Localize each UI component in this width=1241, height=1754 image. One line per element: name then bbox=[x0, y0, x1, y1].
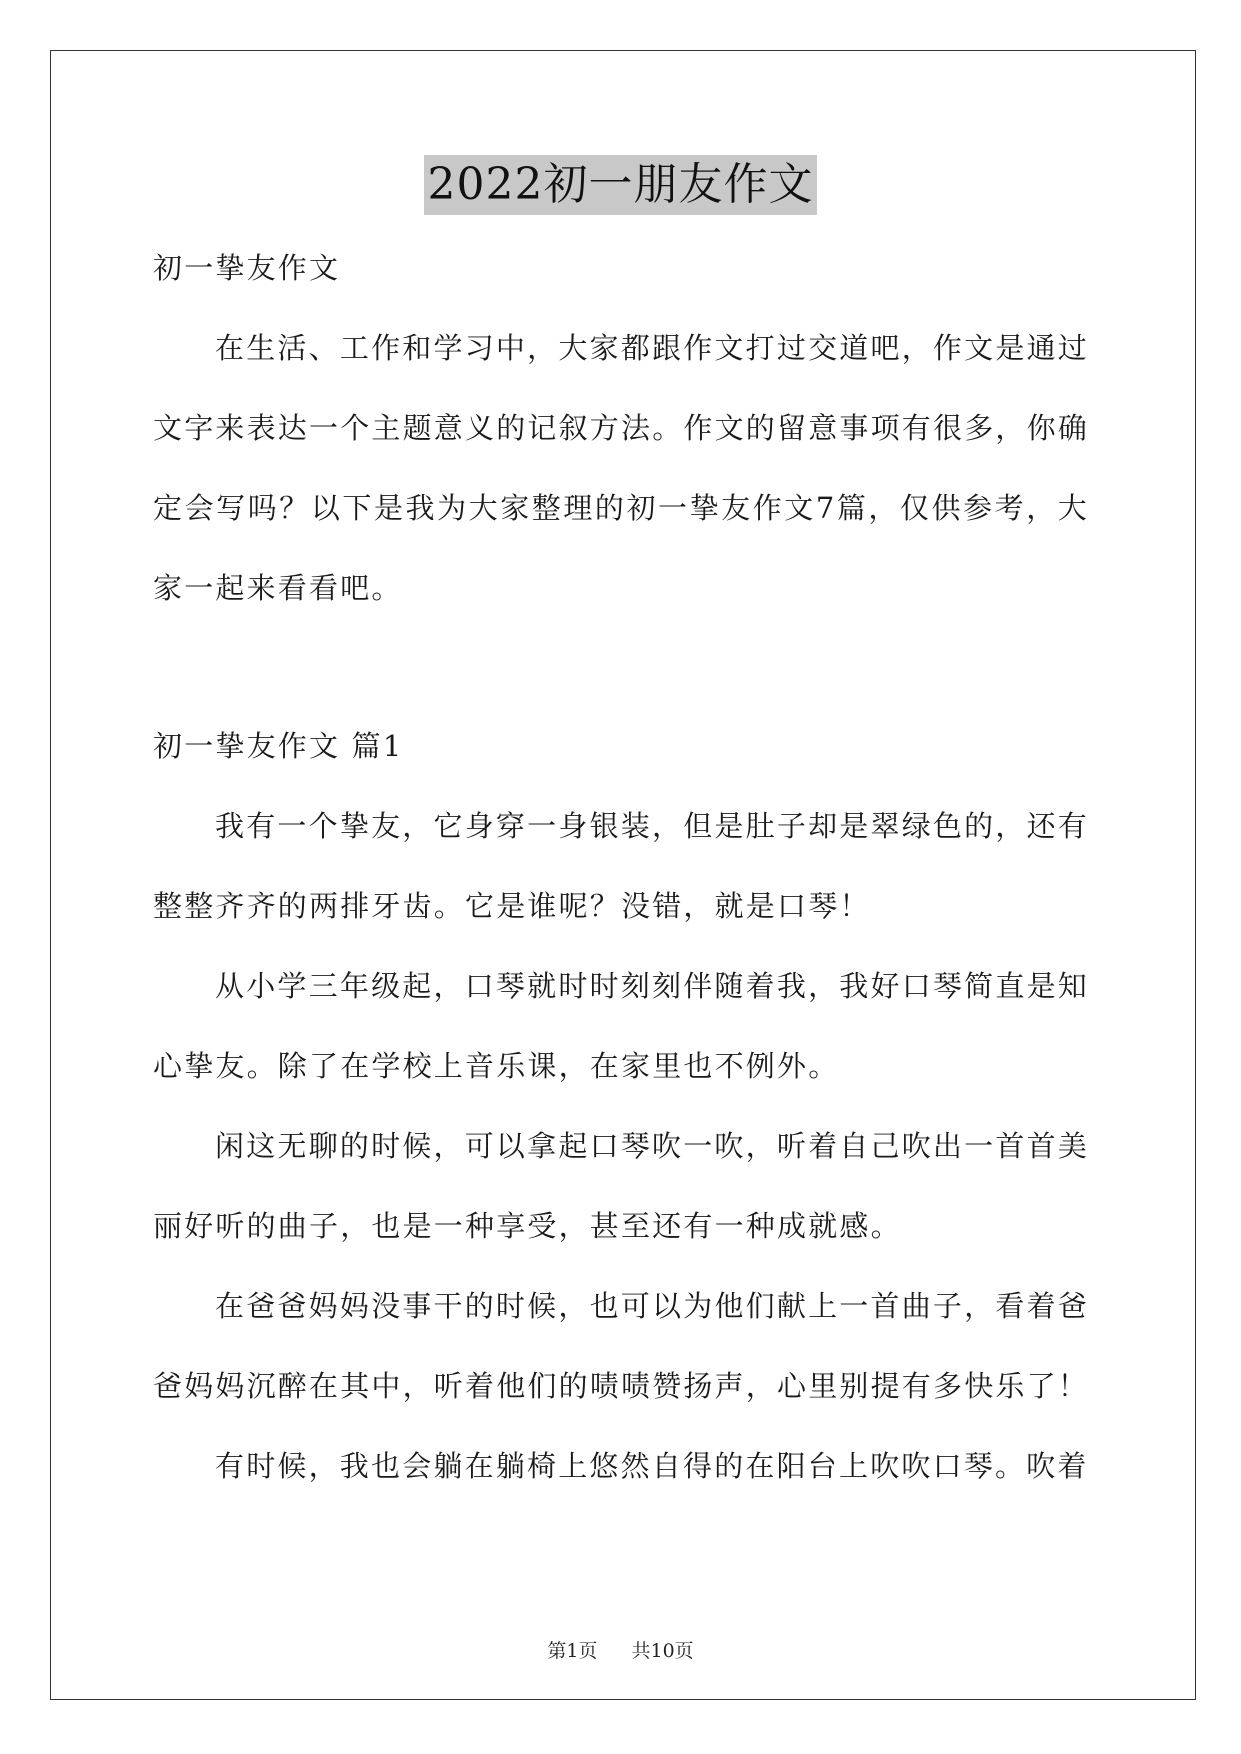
paragraph: 我有一个挚友，它身穿一身银装，但是肚子却是翠绿色的，还有整整齐齐的两排牙齿。它是谁呢？没错，就是口琴！ bbox=[153, 809, 1089, 923]
title-container bbox=[0, 155, 1241, 215]
paragraph: 有时候，我也会躺在躺椅上悠然自得的在阳台上吹吹口琴。吹着 bbox=[215, 1449, 1089, 1483]
paragraph: 闲这无聊的时候，可以拿起口琴吹一吹，听着自己吹出一首首美丽好听的曲子，也是一种享受，甚至还有一种成就感。 bbox=[153, 1129, 1089, 1243]
section-gap bbox=[153, 628, 1089, 706]
paragraph: 从小学三年级起，口琴就时时刻刻伴随着我，我好口琴简直是知心挚友。除了在学校上音乐课，在家里也不例外。 bbox=[153, 969, 1089, 1083]
page-number: 第1页 bbox=[547, 1640, 598, 1662]
paragraph: 在生活、工作和学习中，大家都跟作文打过交道吧，作文是通过文字来表达一个主题意义的记叙方法。作文的留意事项有很多，你确定会写吗？以下是我为大家整理的初一挚友作文7篇，仅供参考，大家一起来看看吧。 bbox=[153, 331, 1090, 605]
paragraph: 在爸爸妈妈没事干的时候，也可以为他们献上一首曲子，看着爸爸妈妈沉醉在其中，听着他们的啧啧赞扬声，心里别提有多快乐了！ bbox=[153, 1289, 1090, 1403]
document-body bbox=[153, 228, 1089, 1506]
document-title: 2022初一朋友作文 bbox=[424, 155, 818, 215]
section-heading: 初一挚友作文 篇1 bbox=[153, 729, 404, 763]
section-heading: 初一挚友作文 bbox=[153, 251, 341, 285]
page-total: 共10页 bbox=[631, 1640, 694, 1662]
page-footer bbox=[0, 1636, 1241, 1663]
